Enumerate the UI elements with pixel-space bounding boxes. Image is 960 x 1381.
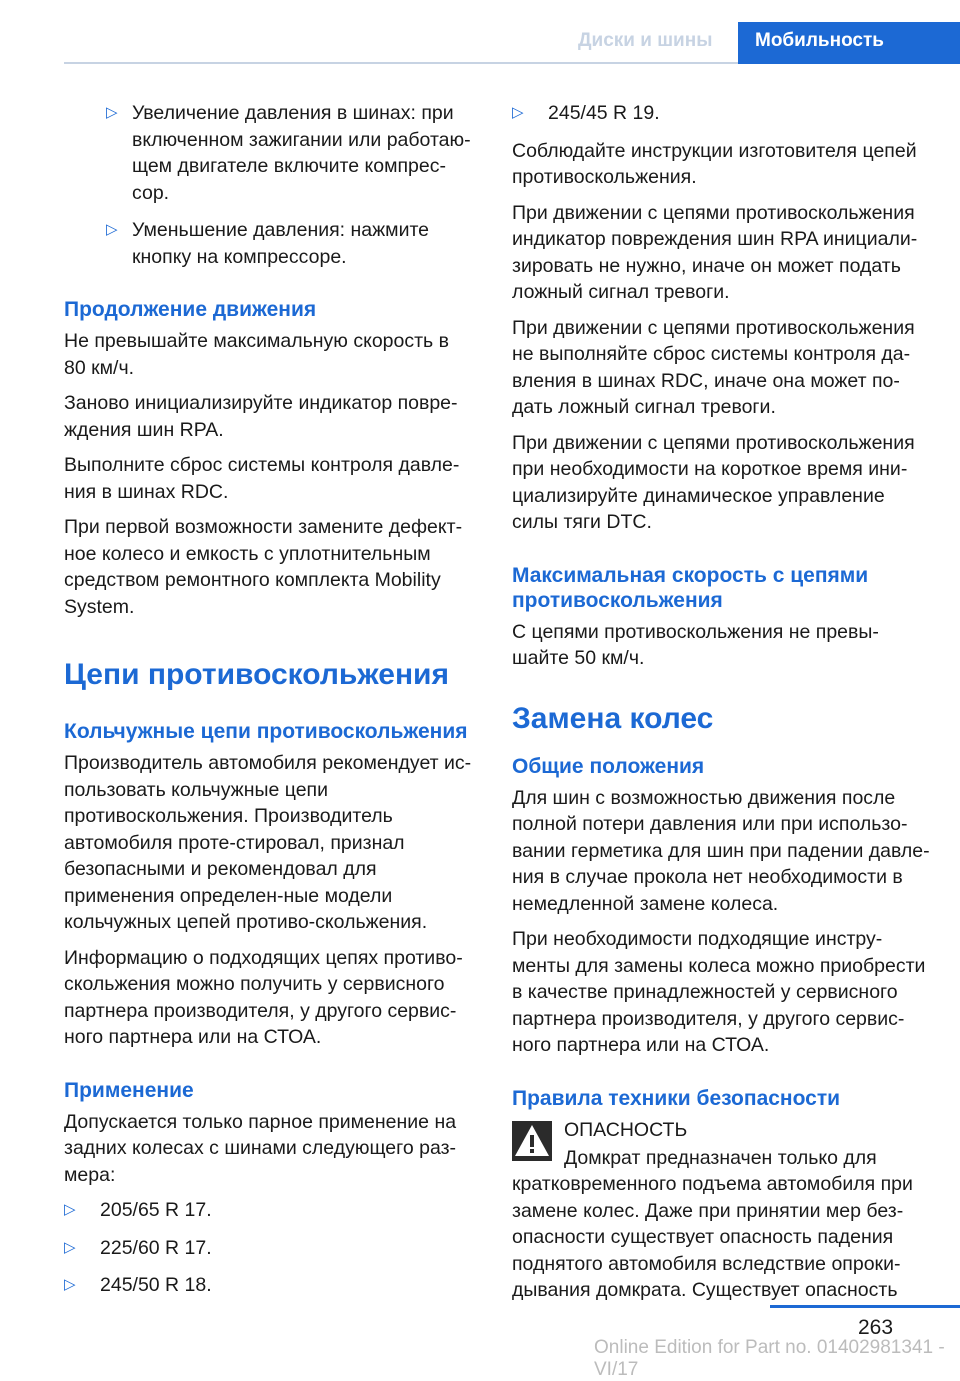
- heading-mail-chains: Кольчужные цепи противоскольжения: [64, 720, 468, 743]
- heading-safety: Правила техники безопасности: [512, 1086, 841, 1110]
- warning-triangle-icon: [512, 1121, 552, 1161]
- list-item: ▷ 205/65 R 17.: [64, 1197, 476, 1224]
- paragraph: Производитель автомобиля рекомендует ис-пользовать кольчужные цепи противоскольжения. Производитель автомобиля проте-стировал, признал безопасными и рекомендовал для применения определен-ные модели кольчужных цепей противо-скольжения.: [64, 752, 472, 933]
- triangle-right-icon: ▷: [64, 1238, 76, 1256]
- heading-wheel-change: Замена колес: [512, 701, 714, 735]
- paragraph: Соблюдайте инструкции изготовителя цепей противоскольжения.: [512, 139, 917, 188]
- right-column: [512, 100, 930, 1313]
- paragraph: С цепями противоскольжения не превы-шайте 50 км/ч.: [512, 620, 879, 669]
- header-chapter-tab: [738, 22, 960, 64]
- paragraph: Заново инициализируйте индикатор повре-ждения шин RPA.: [64, 392, 458, 441]
- warning-block: [512, 1117, 930, 1175]
- list-item: ▷ Увеличение давления в шинах: при включенном зажигании или работаю-щем двигателе включите компрес-сор.: [106, 102, 471, 204]
- paragraph: При движении с цепями противоскольжения индикатор повреждения шин RPA инициали-зировать не нужно, иначе он может подать ложный сигнал тревоги.: [512, 201, 918, 303]
- triangle-right-icon: ▷: [64, 1201, 76, 1218]
- header-section-label: Диски и шины: [578, 30, 713, 51]
- list-item: ▷ 225/60 R 17.: [64, 1235, 476, 1262]
- list-item: ▷ 245/50 R 18.: [64, 1272, 476, 1299]
- paragraph: Выполните сброс системы контроля давле-ния в шинах RDC.: [64, 454, 460, 503]
- paragraph: Не превышайте максимальную скорость в 80 км/ч.: [64, 330, 449, 379]
- heading-usage: Применение: [64, 1078, 194, 1102]
- warning-title: ОПАСНОСТЬ: [564, 1118, 688, 1141]
- heading-snow-chains: Цепи противоскольжения: [64, 658, 450, 691]
- heading-continue-driving: Продолжение движения: [64, 298, 317, 321]
- triangle-right-icon: ▷: [64, 1276, 76, 1293]
- paragraph: Допускается только парное применение на задних колесах с шинами следующего раз-мера:: [64, 1110, 457, 1186]
- header-chapter-label: Мобильность: [755, 30, 884, 51]
- warning-text: Домкрат предназначен только для кратковременного подъема автомобиля при замене колес. Даже при принятии мер без-опасности существует опасность падения поднятого автомобиля вследствие опроки-дывания домкрата. Существует опасность: [512, 1146, 913, 1301]
- triangle-right-icon: ▷: [106, 221, 118, 238]
- paragraph: Информацию о подходящих цепях противо-скольжения можно получить у сервисного партнера производителя, у другого сервис-ного партнера или на СТОА.: [64, 946, 463, 1048]
- footer-edition-note: Online Edition for Part no. 01402981341 - VI/17: [594, 1337, 945, 1380]
- heading-max-speed: Максимальная скорость с цепями противоскольжения: [512, 563, 869, 612]
- list-item: ▷ 245/45 R 19.: [512, 100, 930, 127]
- paragraph: При движении с цепями противоскольжения при необходимости на короткое время ини-циализируйте динамическое управление силы тяги DTC.: [512, 431, 915, 533]
- paragraph: При движении с цепями противоскольжения не выполняйте сброс системы контроля да-вления в шинах RDC, иначе она может по-дать ложный сигнал тревоги.: [512, 316, 915, 418]
- heading-general: Общие положения: [512, 754, 705, 778]
- list-item: ▷ Уменьшение давления: нажмите кнопку на компрессоре.: [106, 219, 430, 268]
- triangle-right-icon: ▷: [512, 104, 524, 121]
- paragraph: При необходимости подходящие инстру-менты для замены колеса можно приобрести в качестве принадлежностей у сервисного партнера производителя, у другого сервис-ного партнера или на СТОА.: [512, 928, 926, 1056]
- paragraph: При первой возможности замените дефект-ное колесо и емкость с уплотнительным средством ремонтного комплекта Mobility System.: [64, 516, 463, 618]
- left-column: [64, 100, 476, 1310]
- footer-rule: [770, 1305, 960, 1308]
- paragraph: Для шин с возможностью движения после полной потери давления или при использо-вании герметика для шин при падении давле-ния в случае прокола нет необходимости в немедленной замене колеса.: [512, 786, 930, 915]
- page-number: 263: [858, 1316, 894, 1339]
- triangle-right-icon: ▷: [106, 104, 118, 121]
